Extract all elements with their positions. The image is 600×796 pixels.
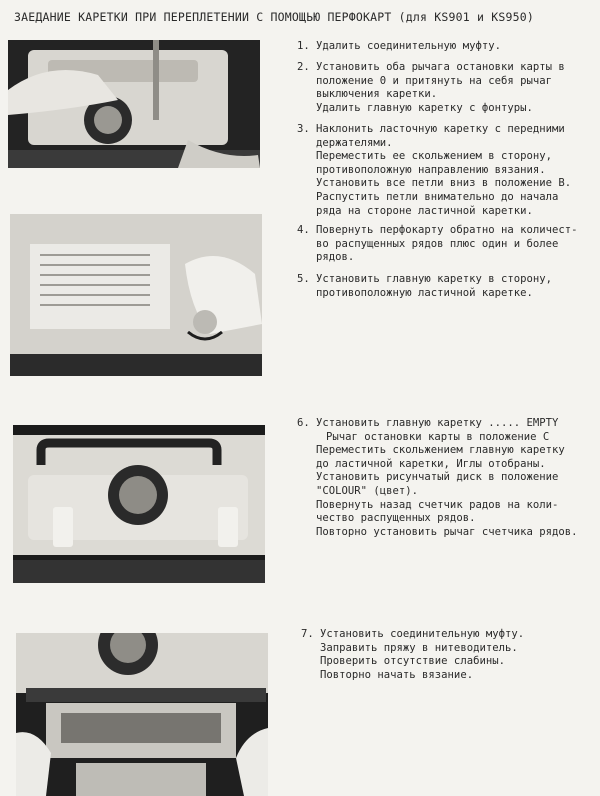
step-line: "COLOUR" (цвет). bbox=[316, 484, 419, 497]
step-2 bbox=[297, 61, 565, 115]
step-line: во распущенных рядов плюс один и более bbox=[316, 237, 559, 250]
punchcard-turn-photo bbox=[10, 214, 262, 376]
step-line: Установить все петли вниз в положение B. bbox=[316, 177, 572, 190]
step-line: Повторно начать вязание. bbox=[320, 668, 474, 681]
step-number: 3. bbox=[297, 123, 310, 135]
step-line: Заправить пряжу в нитеводитель. bbox=[320, 641, 518, 654]
step-4 bbox=[297, 224, 578, 265]
coupling-photo bbox=[16, 633, 268, 796]
step-1 bbox=[297, 40, 501, 54]
step-line: Проверить отсутствие слабины. bbox=[320, 655, 505, 668]
main-carriage-photo bbox=[13, 425, 265, 583]
step-line: рядов. bbox=[316, 251, 355, 264]
page-title: ЗАЕДАНИЕ КАРЕТКИ ПРИ ПЕРЕПЛЕТЕНИИ С ПОМОЩЬЮ ПЕРФОКАРТ (для KS901 и KS950) bbox=[14, 10, 535, 24]
carriage-lever-photo bbox=[8, 40, 260, 168]
step-line: Повернуть назад счетчик радов на коли- bbox=[316, 498, 559, 511]
step-line: Установить рисунчатый диск в положение bbox=[316, 471, 559, 484]
step-line: Установить главную каретку в сторону, bbox=[316, 273, 552, 285]
step-line: ряда на стороне ластичной каретки. bbox=[316, 204, 533, 217]
step-number: 1. bbox=[297, 40, 310, 52]
step-line: Удалить главную каретку с фонтуры. bbox=[316, 101, 533, 114]
step-line: держателями. bbox=[316, 136, 393, 149]
step-number: 5. bbox=[297, 273, 310, 285]
step-line: Переместить ее скольжением в сторону, bbox=[316, 150, 552, 163]
step-number: 4. bbox=[297, 224, 310, 236]
step-5 bbox=[297, 273, 552, 300]
step-number: 2. bbox=[297, 61, 310, 73]
step-line: противоположную направлению вязания. bbox=[316, 163, 546, 176]
step-line: Повернуть перфокарту обратно на количест- bbox=[316, 224, 578, 236]
step-line: чество распущенных рядов. bbox=[316, 512, 476, 525]
step-line: положение 0 и притянуть на себя рычаг bbox=[316, 74, 552, 87]
step-line: противоположную ластичной каретке. bbox=[316, 286, 533, 299]
step-line: до ластичной каретки, Иглы отобраны. bbox=[316, 457, 546, 470]
step-line: Переместить скольжением главную каретку bbox=[316, 444, 565, 457]
step-line: Удалить соединительную муфту. bbox=[316, 40, 501, 52]
step-line: Установить главную каретку ..... EMPTY bbox=[316, 417, 559, 429]
step-line: Рычаг остановки карты в положение C bbox=[326, 430, 550, 443]
step-3 bbox=[297, 123, 571, 218]
step-line: Установить оба рычага остановки карты в bbox=[316, 61, 565, 73]
step-number: 7. bbox=[301, 628, 314, 640]
step-6 bbox=[297, 417, 578, 539]
step-7 bbox=[301, 628, 524, 682]
step-line: выключения каретки. bbox=[316, 88, 438, 101]
step-line: Наклонить ласточную каретку с передними bbox=[316, 123, 565, 135]
step-line: Повторно установить рычаг счетчика рядов. bbox=[316, 525, 578, 538]
step-line: Установить соединительную муфту. bbox=[320, 628, 525, 640]
step-line: Распустить петли внимательно до начала bbox=[316, 190, 559, 203]
step-number: 6. bbox=[297, 417, 310, 429]
